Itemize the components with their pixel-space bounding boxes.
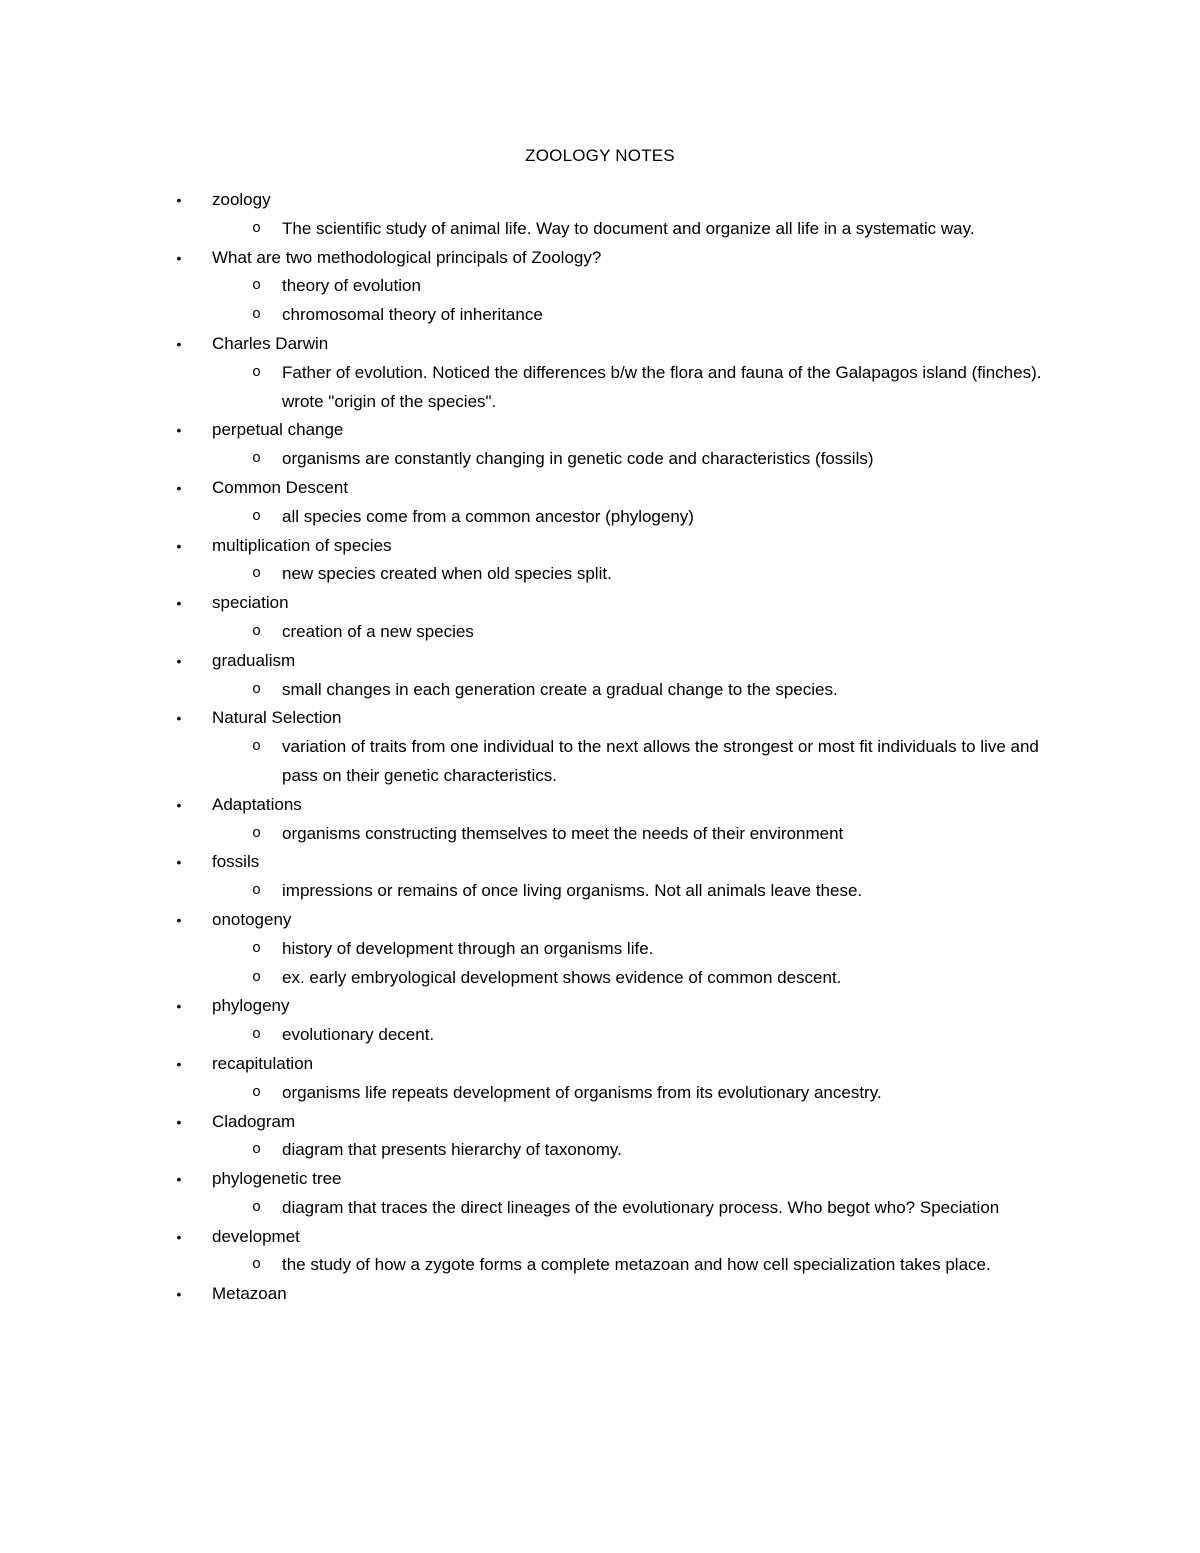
- note-text: history of development through an organisms life.: [282, 938, 654, 958]
- term-text: [0, 791, 1200, 820]
- sub-list: [0, 272, 1200, 330]
- bullet-icon: •: [176, 854, 182, 871]
- term-label: developmet: [212, 1226, 300, 1246]
- bullet-icon: •: [176, 595, 182, 612]
- term-label: phylogenetic tree: [212, 1169, 342, 1189]
- sub-bullet-icon: o: [252, 450, 262, 468]
- list-item: [0, 1280, 1200, 1309]
- term-label: speciation: [212, 593, 289, 613]
- list-item: [0, 992, 1200, 1050]
- sub-bullet-icon: o: [252, 968, 262, 986]
- list-item: [0, 848, 1200, 906]
- list-item: [0, 244, 1200, 330]
- sub-bullet-icon: o: [252, 507, 262, 525]
- note-text: creation of a new species: [282, 621, 474, 641]
- note-text: diagram that presents hierarchy of taxonomy.: [282, 1140, 622, 1160]
- sub-bullet-icon: o: [252, 1083, 262, 1101]
- list-item: [0, 791, 1200, 849]
- term-label: Adaptations: [212, 794, 302, 814]
- bullet-icon: •: [176, 652, 182, 669]
- bullet-icon: •: [176, 422, 182, 439]
- sub-list: [0, 1194, 1200, 1223]
- list-item: [0, 532, 1200, 590]
- term-label: zoology: [212, 190, 271, 209]
- sub-list-item: [0, 935, 1200, 964]
- sub-bullet-icon: o: [252, 939, 262, 957]
- bullet-icon: •: [176, 249, 182, 266]
- note-text: ex. early embryological development shows evidence of common descent.: [282, 967, 842, 987]
- term-text: [0, 532, 1200, 561]
- bullet-icon: •: [176, 998, 182, 1015]
- list-item: [0, 906, 1200, 992]
- sub-bullet-icon: o: [252, 363, 262, 381]
- sub-list-item: [0, 820, 1200, 849]
- sub-list-item: [0, 301, 1200, 330]
- list-item: [0, 186, 1200, 244]
- term-label: gradualism: [212, 650, 296, 670]
- term-label: Cladogram: [212, 1111, 296, 1131]
- note-text: evolutionary decent.: [282, 1025, 435, 1045]
- term-label: Natural Selection: [212, 708, 342, 728]
- bullet-icon: •: [176, 192, 182, 208]
- term-label: fossils: [212, 852, 260, 872]
- term-text: [0, 186, 1200, 215]
- bullet-icon: •: [176, 911, 182, 928]
- term-text: [0, 244, 1200, 273]
- sub-list: [0, 445, 1200, 474]
- sub-list-item: [0, 1194, 1200, 1223]
- note-text: impressions or remains of once living organisms. Not all animals leave these.: [282, 881, 863, 901]
- term-text: [0, 1223, 1200, 1252]
- term-text: [0, 1165, 1200, 1194]
- term-text: [0, 704, 1200, 733]
- note-text: Father of evolution. Noticed the differences b/w the flora and fauna of the Galapagos island (finches). wrote "origin of the species".: [282, 362, 1042, 411]
- term-label: Charles Darwin: [212, 333, 329, 353]
- term-text: [0, 992, 1200, 1021]
- sub-list-item: [0, 618, 1200, 647]
- bullet-icon: •: [176, 537, 182, 554]
- term-label: phylogeny: [212, 996, 290, 1016]
- list-item: [0, 1050, 1200, 1108]
- term-label: Common Descent: [212, 477, 349, 497]
- bullet-icon: •: [176, 1113, 182, 1130]
- term-text: [0, 474, 1200, 503]
- bullet-icon: •: [176, 335, 182, 352]
- term-label: recapitulation: [212, 1053, 314, 1073]
- note-text: variation of traits from one individual to the next allows the strongest or most fit individuals to live and pass on their genetic characteristics.: [282, 737, 1039, 785]
- sub-list-item: [0, 676, 1200, 705]
- sub-list-item: [0, 1251, 1200, 1280]
- list-item: [0, 416, 1200, 474]
- note-text: all species come from a common ancestor (phylogeny): [282, 506, 694, 526]
- sub-bullet-icon: o: [252, 1198, 262, 1216]
- bullet-icon: •: [176, 710, 182, 727]
- sub-list-item: [0, 445, 1200, 474]
- sub-bullet-icon: o: [252, 824, 262, 842]
- sub-list: [0, 560, 1200, 589]
- sub-list: [0, 733, 1200, 791]
- term-text: [0, 647, 1200, 676]
- term-text: [0, 1108, 1200, 1137]
- sub-bullet-icon: o: [252, 738, 262, 756]
- note-text: organisms life repeats development of organisms from its evolutionary ancestry.: [282, 1082, 882, 1102]
- term-label: perpetual change: [212, 420, 344, 440]
- sub-list: [0, 935, 1200, 993]
- sub-bullet-icon: o: [252, 622, 262, 640]
- sub-bullet-icon: o: [252, 882, 262, 900]
- list-item: [0, 1165, 1200, 1223]
- sub-list: [0, 503, 1200, 532]
- sub-list-item: [0, 359, 1200, 417]
- sub-list-item: [0, 877, 1200, 906]
- sub-list: [0, 215, 1200, 244]
- sub-list-item: [0, 215, 1200, 244]
- term-text: [0, 906, 1200, 935]
- sub-list-item: [0, 964, 1200, 993]
- term-label: What are two methodological principals of Zoology?: [212, 247, 602, 267]
- notes-list: [0, 186, 1200, 1309]
- term-text: [0, 416, 1200, 445]
- list-item: [0, 647, 1200, 705]
- sub-bullet-icon: o: [252, 306, 262, 324]
- list-item: [0, 704, 1200, 790]
- bullet-icon: •: [176, 479, 182, 496]
- term-label: onotogeny: [212, 909, 292, 929]
- bullet-icon: •: [176, 796, 182, 813]
- list-item: [0, 589, 1200, 647]
- sub-list: [0, 820, 1200, 849]
- note-text: chromosomal theory of inheritance: [282, 305, 543, 325]
- sub-bullet-icon: o: [252, 1026, 262, 1044]
- term-label: Metazoan: [212, 1284, 287, 1304]
- note-text: small changes in each generation create a gradual change to the species.: [282, 679, 838, 699]
- sub-list: [0, 1021, 1200, 1050]
- note-text: new species created when old species split.: [282, 564, 612, 584]
- sub-bullet-icon: o: [252, 277, 262, 295]
- bullet-icon: •: [176, 1055, 182, 1072]
- sub-bullet-icon: o: [252, 1141, 262, 1159]
- note-text: the study of how a zygote forms a complete metazoan and how cell specialization takes place.: [282, 1255, 991, 1275]
- sub-list-item: [0, 1136, 1200, 1165]
- sub-list-item: [0, 503, 1200, 532]
- term-text: [0, 848, 1200, 877]
- bullet-icon: •: [176, 1171, 182, 1188]
- list-item: [0, 474, 1200, 532]
- list-item: [0, 330, 1200, 416]
- sub-list: [0, 618, 1200, 647]
- sub-bullet-icon: o: [252, 1256, 262, 1274]
- sub-list-item: [0, 272, 1200, 301]
- sub-list: [0, 676, 1200, 705]
- term-text: [0, 1280, 1200, 1309]
- term-text: [0, 330, 1200, 359]
- term-text: [0, 589, 1200, 618]
- list-item: [0, 1108, 1200, 1166]
- sub-list: [0, 877, 1200, 906]
- sub-list: [0, 1136, 1200, 1165]
- sub-bullet-icon: o: [252, 680, 262, 698]
- bullet-icon: •: [176, 1286, 182, 1303]
- list-item: [0, 1223, 1200, 1281]
- sub-list: [0, 359, 1200, 417]
- sub-list-item: [0, 560, 1200, 589]
- bullet-icon: •: [176, 1228, 182, 1245]
- note-text: theory of evolution: [282, 276, 421, 296]
- sub-bullet-icon: o: [252, 219, 262, 237]
- term-label: multiplication of species: [212, 535, 392, 555]
- sub-list: [0, 1079, 1200, 1108]
- note-text: organisms are constantly changing in genetic code and characteristics (fossils): [282, 449, 874, 469]
- term-text: [0, 1050, 1200, 1079]
- sub-list-item: [0, 733, 1200, 791]
- note-text: The scientific study of animal life. Way to document and organize all life in a systematic way.: [282, 218, 975, 238]
- note-text: diagram that traces the direct lineages of the evolutionary process. Who begot who? Speciation: [282, 1197, 1000, 1217]
- page-title: ZOOLOGY NOTES: [525, 146, 675, 165]
- sub-bullet-icon: o: [252, 565, 262, 583]
- sub-list-item: [0, 1079, 1200, 1108]
- note-text: organisms constructing themselves to meet the needs of their environment: [282, 823, 844, 843]
- sub-list-item: [0, 1021, 1200, 1050]
- sub-list: [0, 1251, 1200, 1280]
